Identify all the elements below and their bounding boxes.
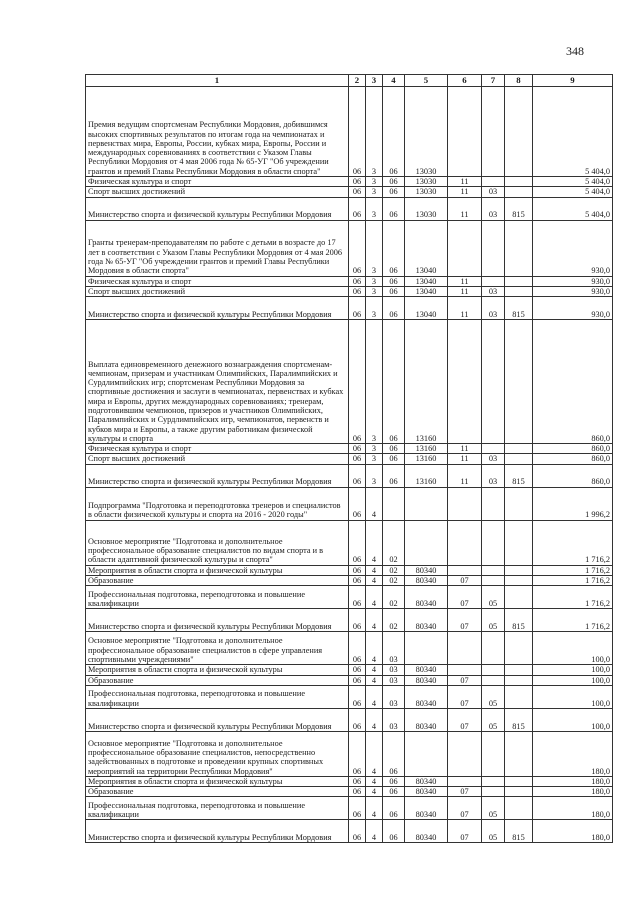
row-name-cell: Физическая культура и спорт	[86, 444, 349, 454]
row-name-cell: Министерство спорта и физической культуры Республики Мордовия	[86, 297, 349, 320]
row-sum-cell: 1 716,2	[533, 575, 613, 585]
row-code-cell: 07	[448, 575, 482, 585]
row-name-cell: Физическая культура и спорт	[86, 276, 349, 286]
row-code-cell: 07	[448, 820, 482, 843]
row-name-cell: Выплата единовременного денежного вознаграждения спортсменам-чемпионам, призерам и участникам Олимпийских, Паралимпийских и Сурдлимпийских игр; спортсменам Республики Мордовия за спортивные достижения и заслуги в чемпионатах, первенствах и кубках мира и Европы, других международных соревнованиях; тренерам, подготовившим чемпионов, призеров и участников Олимпийских, Паралимпийских и Сурдлимпийских игр, чемпионатов, первенств и кубков мира и Европы, а также другим работникам физической культуры и спорта	[86, 320, 349, 444]
row-sum-cell: 100,0	[533, 685, 613, 708]
header-cell: 9	[533, 75, 613, 87]
row-code-cell: 3	[366, 276, 383, 286]
row-code-cell	[505, 454, 533, 464]
row-code-cell	[482, 276, 505, 286]
row-sum-cell: 1 716,2	[533, 609, 613, 632]
row-name-cell: Профессиональная подготовка, переподготовка и повышение квалификации	[86, 797, 349, 820]
row-sum-cell: 100,0	[533, 675, 613, 685]
row-code-cell: 3	[366, 197, 383, 220]
row-code-cell: 06	[349, 320, 366, 444]
row-code-cell: 03	[482, 197, 505, 220]
row-code-cell: 13040	[405, 276, 448, 286]
row-code-cell	[505, 87, 533, 177]
row-code-cell	[505, 276, 533, 286]
table-row	[86, 87, 613, 177]
row-code-cell: 05	[482, 820, 505, 843]
row-sum-cell: 860,0	[533, 454, 613, 464]
row-code-cell: 11	[448, 177, 482, 187]
table-row	[86, 444, 613, 454]
row-code-cell: 815	[505, 708, 533, 731]
row-code-cell: 06	[349, 787, 366, 797]
row-code-cell: 3	[366, 444, 383, 454]
row-code-cell	[505, 286, 533, 296]
row-code-cell: 11	[448, 454, 482, 464]
row-code-cell	[405, 632, 448, 665]
row-sum-cell: 180,0	[533, 776, 613, 786]
row-code-cell: 06	[383, 731, 405, 776]
row-code-cell	[505, 665, 533, 675]
row-code-cell: 03	[383, 685, 405, 708]
row-sum-cell: 180,0	[533, 820, 613, 843]
row-code-cell: 06	[349, 675, 366, 685]
row-sum-cell: 930,0	[533, 220, 613, 276]
table-row	[86, 187, 613, 197]
row-code-cell: 13030	[405, 87, 448, 177]
row-code-cell: 07	[448, 708, 482, 731]
row-code-cell	[482, 787, 505, 797]
table-row	[86, 454, 613, 464]
table-row	[86, 665, 613, 675]
row-code-cell: 06	[383, 464, 405, 487]
table-row	[86, 520, 613, 565]
row-code-cell	[448, 87, 482, 177]
row-code-cell: 06	[383, 797, 405, 820]
row-code-cell: 13030	[405, 187, 448, 197]
table-row	[86, 487, 613, 520]
row-code-cell	[482, 177, 505, 187]
row-code-cell: 06	[383, 220, 405, 276]
row-code-cell: 06	[349, 297, 366, 320]
row-code-cell: 03	[482, 286, 505, 296]
row-code-cell: 06	[349, 575, 366, 585]
row-code-cell: 3	[366, 464, 383, 487]
row-code-cell: 3	[366, 177, 383, 187]
row-code-cell: 4	[366, 675, 383, 685]
row-code-cell: 02	[383, 575, 405, 585]
row-code-cell	[448, 320, 482, 444]
row-code-cell	[482, 575, 505, 585]
row-sum-cell: 5 404,0	[533, 177, 613, 187]
row-code-cell: 05	[482, 685, 505, 708]
row-name-cell: Министерство спорта и физической культуры Республики Мордовия	[86, 464, 349, 487]
row-name-cell: Министерство спорта и физической культуры Республики Мордовия	[86, 708, 349, 731]
table-row	[86, 820, 613, 843]
row-name-cell: Образование	[86, 675, 349, 685]
row-code-cell: 11	[448, 464, 482, 487]
row-name-cell: Мероприятия в области спорта и физической культуры	[86, 665, 349, 675]
row-code-cell: 06	[349, 632, 366, 665]
row-code-cell: 06	[383, 276, 405, 286]
row-name-cell: Спорт высших достижений	[86, 286, 349, 296]
row-code-cell: 06	[383, 286, 405, 296]
row-code-cell: 80340	[405, 675, 448, 685]
row-code-cell: 4	[366, 586, 383, 609]
row-code-cell	[405, 731, 448, 776]
row-sum-cell: 180,0	[533, 731, 613, 776]
row-sum-cell: 860,0	[533, 464, 613, 487]
row-name-cell: Образование	[86, 787, 349, 797]
row-code-cell: 4	[366, 708, 383, 731]
row-code-cell: 80340	[405, 787, 448, 797]
table-row	[86, 286, 613, 296]
row-code-cell	[505, 797, 533, 820]
row-code-cell	[482, 675, 505, 685]
row-code-cell	[505, 487, 533, 520]
row-code-cell: 06	[383, 776, 405, 786]
row-code-cell: 13160	[405, 464, 448, 487]
row-code-cell: 815	[505, 197, 533, 220]
row-code-cell: 815	[505, 297, 533, 320]
row-code-cell: 4	[366, 609, 383, 632]
row-code-cell: 11	[448, 297, 482, 320]
row-name-cell: Министерство спорта и физической культуры Республики Мордовия	[86, 609, 349, 632]
row-sum-cell: 100,0	[533, 665, 613, 675]
row-code-cell: 07	[448, 685, 482, 708]
header-cell: 8	[505, 75, 533, 87]
row-code-cell: 03	[383, 632, 405, 665]
row-code-cell: 06	[349, 708, 366, 731]
row-code-cell: 06	[383, 444, 405, 454]
row-name-cell: Гранты тренерам-преподавателям по работе с детьми в возрасте до 17 лет в соответствии с Указом Главы Республики Мордовия от 4 мая 2006 года № 65-УГ "Об учреждении грантов и премий Главы Республики Мордовия в области спорта"	[86, 220, 349, 276]
row-code-cell: 03	[482, 454, 505, 464]
row-code-cell	[482, 520, 505, 565]
table-row	[86, 565, 613, 575]
row-code-cell	[482, 565, 505, 575]
table-row	[86, 609, 613, 632]
row-sum-cell: 1 716,2	[533, 565, 613, 575]
row-code-cell	[482, 320, 505, 444]
row-code-cell: 13040	[405, 297, 448, 320]
row-code-cell: 02	[383, 609, 405, 632]
row-code-cell	[505, 787, 533, 797]
row-code-cell: 11	[448, 276, 482, 286]
table-row	[86, 464, 613, 487]
page-number: 348	[566, 44, 584, 58]
row-code-cell	[505, 731, 533, 776]
table-row	[86, 586, 613, 609]
table-row	[86, 297, 613, 320]
table-row	[86, 797, 613, 820]
row-code-cell: 06	[349, 454, 366, 464]
row-name-cell: Мероприятия в области спорта и физической культуры	[86, 565, 349, 575]
table-row	[86, 632, 613, 665]
row-code-cell: 4	[366, 787, 383, 797]
table-row	[86, 320, 613, 444]
row-code-cell: 4	[366, 685, 383, 708]
row-code-cell: 06	[383, 787, 405, 797]
row-code-cell: 07	[448, 609, 482, 632]
row-code-cell: 06	[349, 776, 366, 786]
row-code-cell: 06	[349, 731, 366, 776]
row-code-cell: 06	[349, 487, 366, 520]
row-code-cell	[505, 632, 533, 665]
row-code-cell	[505, 520, 533, 565]
row-code-cell: 03	[383, 708, 405, 731]
row-name-cell: Министерство спорта и физической культуры Республики Мордовия	[86, 820, 349, 843]
row-code-cell: 80340	[405, 776, 448, 786]
row-code-cell	[448, 776, 482, 786]
row-code-cell	[505, 187, 533, 197]
table-row	[86, 776, 613, 786]
row-code-cell: 3	[366, 87, 383, 177]
row-code-cell: 06	[349, 665, 366, 675]
row-code-cell: 05	[482, 797, 505, 820]
row-sum-cell: 5 404,0	[533, 87, 613, 177]
row-code-cell: 06	[349, 87, 366, 177]
row-code-cell	[505, 575, 533, 585]
row-code-cell: 4	[366, 820, 383, 843]
row-code-cell: 06	[383, 87, 405, 177]
header-cell: 6	[448, 75, 482, 87]
row-code-cell: 13040	[405, 220, 448, 276]
row-code-cell: 06	[349, 586, 366, 609]
row-code-cell: 06	[349, 187, 366, 197]
row-code-cell: 06	[349, 197, 366, 220]
header-cell: 7	[482, 75, 505, 87]
row-code-cell: 06	[349, 464, 366, 487]
row-code-cell: 06	[383, 297, 405, 320]
row-sum-cell: 5 404,0	[533, 197, 613, 220]
row-code-cell	[482, 487, 505, 520]
row-code-cell	[448, 632, 482, 665]
row-code-cell: 03	[482, 464, 505, 487]
row-sum-cell: 930,0	[533, 276, 613, 286]
row-code-cell	[505, 177, 533, 187]
row-code-cell	[505, 586, 533, 609]
row-sum-cell: 860,0	[533, 320, 613, 444]
header-cell: 2	[349, 75, 366, 87]
row-sum-cell: 180,0	[533, 797, 613, 820]
row-code-cell: 06	[349, 685, 366, 708]
row-code-cell: 80340	[405, 820, 448, 843]
row-code-cell: 07	[448, 586, 482, 609]
header-cell: 3	[366, 75, 383, 87]
row-code-cell: 13160	[405, 454, 448, 464]
row-code-cell: 06	[349, 286, 366, 296]
row-code-cell	[448, 520, 482, 565]
row-name-cell: Профессиональная подготовка, переподготовка и повышение квалификации	[86, 586, 349, 609]
row-code-cell: 06	[383, 320, 405, 444]
row-code-cell: 815	[505, 609, 533, 632]
row-code-cell: 4	[366, 776, 383, 786]
table-row	[86, 177, 613, 187]
row-sum-cell: 5 404,0	[533, 187, 613, 197]
row-name-cell: Мероприятия в области спорта и физической культуры	[86, 776, 349, 786]
row-code-cell	[505, 675, 533, 685]
header-cell: 1	[86, 75, 349, 87]
row-code-cell: 02	[383, 565, 405, 575]
row-sum-cell: 1 996,2	[533, 487, 613, 520]
row-code-cell	[505, 444, 533, 454]
row-code-cell: 3	[366, 454, 383, 464]
row-code-cell: 06	[349, 820, 366, 843]
row-code-cell	[505, 685, 533, 708]
row-code-cell: 13040	[405, 286, 448, 296]
table-row	[86, 276, 613, 286]
row-code-cell: 03	[383, 675, 405, 685]
row-code-cell: 80340	[405, 685, 448, 708]
row-code-cell: 02	[383, 586, 405, 609]
row-code-cell: 05	[482, 708, 505, 731]
row-name-cell: Подпрограмма "Подготовка и переподготовка тренеров и специалистов в области физической культуры и спорта на 2016 - 2020 годы"	[86, 487, 349, 520]
row-code-cell	[505, 565, 533, 575]
row-code-cell: 80340	[405, 797, 448, 820]
table-row	[86, 197, 613, 220]
header-cell: 5	[405, 75, 448, 87]
row-code-cell: 13030	[405, 197, 448, 220]
row-code-cell	[482, 731, 505, 776]
row-name-cell: Профессиональная подготовка, переподготовка и повышение квалификации	[86, 685, 349, 708]
row-code-cell: 03	[482, 297, 505, 320]
row-code-cell	[505, 776, 533, 786]
row-code-cell: 3	[366, 286, 383, 296]
row-sum-cell: 100,0	[533, 708, 613, 731]
row-name-cell: Физическая культура и спорт	[86, 177, 349, 187]
row-code-cell	[482, 444, 505, 454]
row-code-cell	[448, 220, 482, 276]
row-code-cell: 11	[448, 286, 482, 296]
row-code-cell: 80340	[405, 609, 448, 632]
row-name-cell: Премия ведущим спортсменам Республики Мордовия, добившимся высоких спортивных результатов по итогам года на чемпионатах и первенствах мира, Европы, России, кубках мира, Европы, России и международных соревнованиях в соответствии с Указом Главы Республики Мордовия от 4 мая 2006 года № 65-УГ "Об учреждении грантов и премий Главы Республики Мордовия в области спорта"	[86, 87, 349, 177]
row-sum-cell: 930,0	[533, 286, 613, 296]
row-name-cell: Спорт высших достижений	[86, 454, 349, 464]
row-code-cell: 3	[366, 187, 383, 197]
row-code-cell: 11	[448, 197, 482, 220]
row-code-cell: 02	[383, 520, 405, 565]
table-row	[86, 685, 613, 708]
row-name-cell: Министерство спорта и физической культуры Республики Мордовия	[86, 197, 349, 220]
row-code-cell	[448, 665, 482, 675]
row-code-cell: 03	[482, 187, 505, 197]
row-sum-cell: 1 716,2	[533, 586, 613, 609]
table-row	[86, 220, 613, 276]
row-code-cell	[405, 520, 448, 565]
row-code-cell: 11	[448, 187, 482, 197]
row-code-cell: 13160	[405, 444, 448, 454]
table-row	[86, 731, 613, 776]
row-code-cell: 4	[366, 632, 383, 665]
row-code-cell: 3	[366, 320, 383, 444]
row-code-cell: 06	[349, 565, 366, 575]
row-code-cell: 06	[349, 609, 366, 632]
row-code-cell: 13160	[405, 320, 448, 444]
row-code-cell	[383, 487, 405, 520]
row-code-cell: 80340	[405, 708, 448, 731]
row-code-cell	[505, 220, 533, 276]
row-code-cell	[505, 320, 533, 444]
row-name-cell: Спорт высших достижений	[86, 187, 349, 197]
row-code-cell: 05	[482, 609, 505, 632]
row-name-cell: Основное мероприятие "Подготовка и дополнительное профессиональное образование специалистов в сфере управления спортивными учреждениями"	[86, 632, 349, 665]
row-code-cell: 80340	[405, 665, 448, 675]
row-code-cell: 815	[505, 464, 533, 487]
row-code-cell: 4	[366, 487, 383, 520]
row-code-cell	[448, 487, 482, 520]
row-code-cell: 06	[383, 820, 405, 843]
row-code-cell: 4	[366, 797, 383, 820]
row-code-cell: 05	[482, 586, 505, 609]
row-code-cell	[482, 632, 505, 665]
row-code-cell	[482, 776, 505, 786]
table-row	[86, 708, 613, 731]
row-code-cell: 3	[366, 220, 383, 276]
row-sum-cell: 930,0	[533, 297, 613, 320]
row-code-cell	[482, 665, 505, 675]
row-code-cell: 03	[383, 665, 405, 675]
header-cell: 4	[383, 75, 405, 87]
row-code-cell	[448, 731, 482, 776]
row-code-cell: 4	[366, 565, 383, 575]
table-row	[86, 575, 613, 585]
row-code-cell: 80340	[405, 586, 448, 609]
row-code-cell: 815	[505, 820, 533, 843]
row-code-cell: 06	[383, 197, 405, 220]
row-code-cell: 06	[349, 444, 366, 454]
budget-table	[85, 74, 613, 843]
row-code-cell: 80340	[405, 565, 448, 575]
row-code-cell: 13030	[405, 177, 448, 187]
row-name-cell: Основное мероприятие "Подготовка и дополнительное профессиональное образование специалистов по видам спорта и в области адаптивной физической культуры и спорта"	[86, 520, 349, 565]
row-code-cell: 06	[349, 797, 366, 820]
row-code-cell: 06	[383, 187, 405, 197]
row-sum-cell: 1 716,2	[533, 520, 613, 565]
row-code-cell: 4	[366, 731, 383, 776]
row-sum-cell: 860,0	[533, 444, 613, 454]
row-sum-cell: 180,0	[533, 787, 613, 797]
row-code-cell: 3	[366, 297, 383, 320]
row-code-cell: 4	[366, 575, 383, 585]
table-row	[86, 787, 613, 797]
row-code-cell: 06	[383, 177, 405, 187]
row-code-cell: 06	[349, 220, 366, 276]
table-row	[86, 675, 613, 685]
row-code-cell: 06	[349, 520, 366, 565]
row-sum-cell: 100,0	[533, 632, 613, 665]
row-code-cell: 06	[349, 276, 366, 286]
row-name-cell: Основное мероприятие "Подготовка и дополнительное профессиональное образование специалистов, непосредственно задействованных в подготовке и проведении крупных спортивных мероприятий на территории Республики Мордовия"	[86, 731, 349, 776]
row-code-cell: 06	[349, 177, 366, 187]
row-code-cell: 07	[448, 797, 482, 820]
row-code-cell: 06	[383, 454, 405, 464]
row-code-cell: 07	[448, 787, 482, 797]
row-code-cell: 4	[366, 520, 383, 565]
row-name-cell: Образование	[86, 575, 349, 585]
row-code-cell: 80340	[405, 575, 448, 585]
header-row	[86, 75, 613, 87]
row-code-cell: 4	[366, 665, 383, 675]
row-code-cell	[482, 87, 505, 177]
row-code-cell	[405, 487, 448, 520]
row-code-cell: 11	[448, 444, 482, 454]
row-code-cell	[482, 220, 505, 276]
row-code-cell	[448, 565, 482, 575]
row-code-cell: 07	[448, 675, 482, 685]
